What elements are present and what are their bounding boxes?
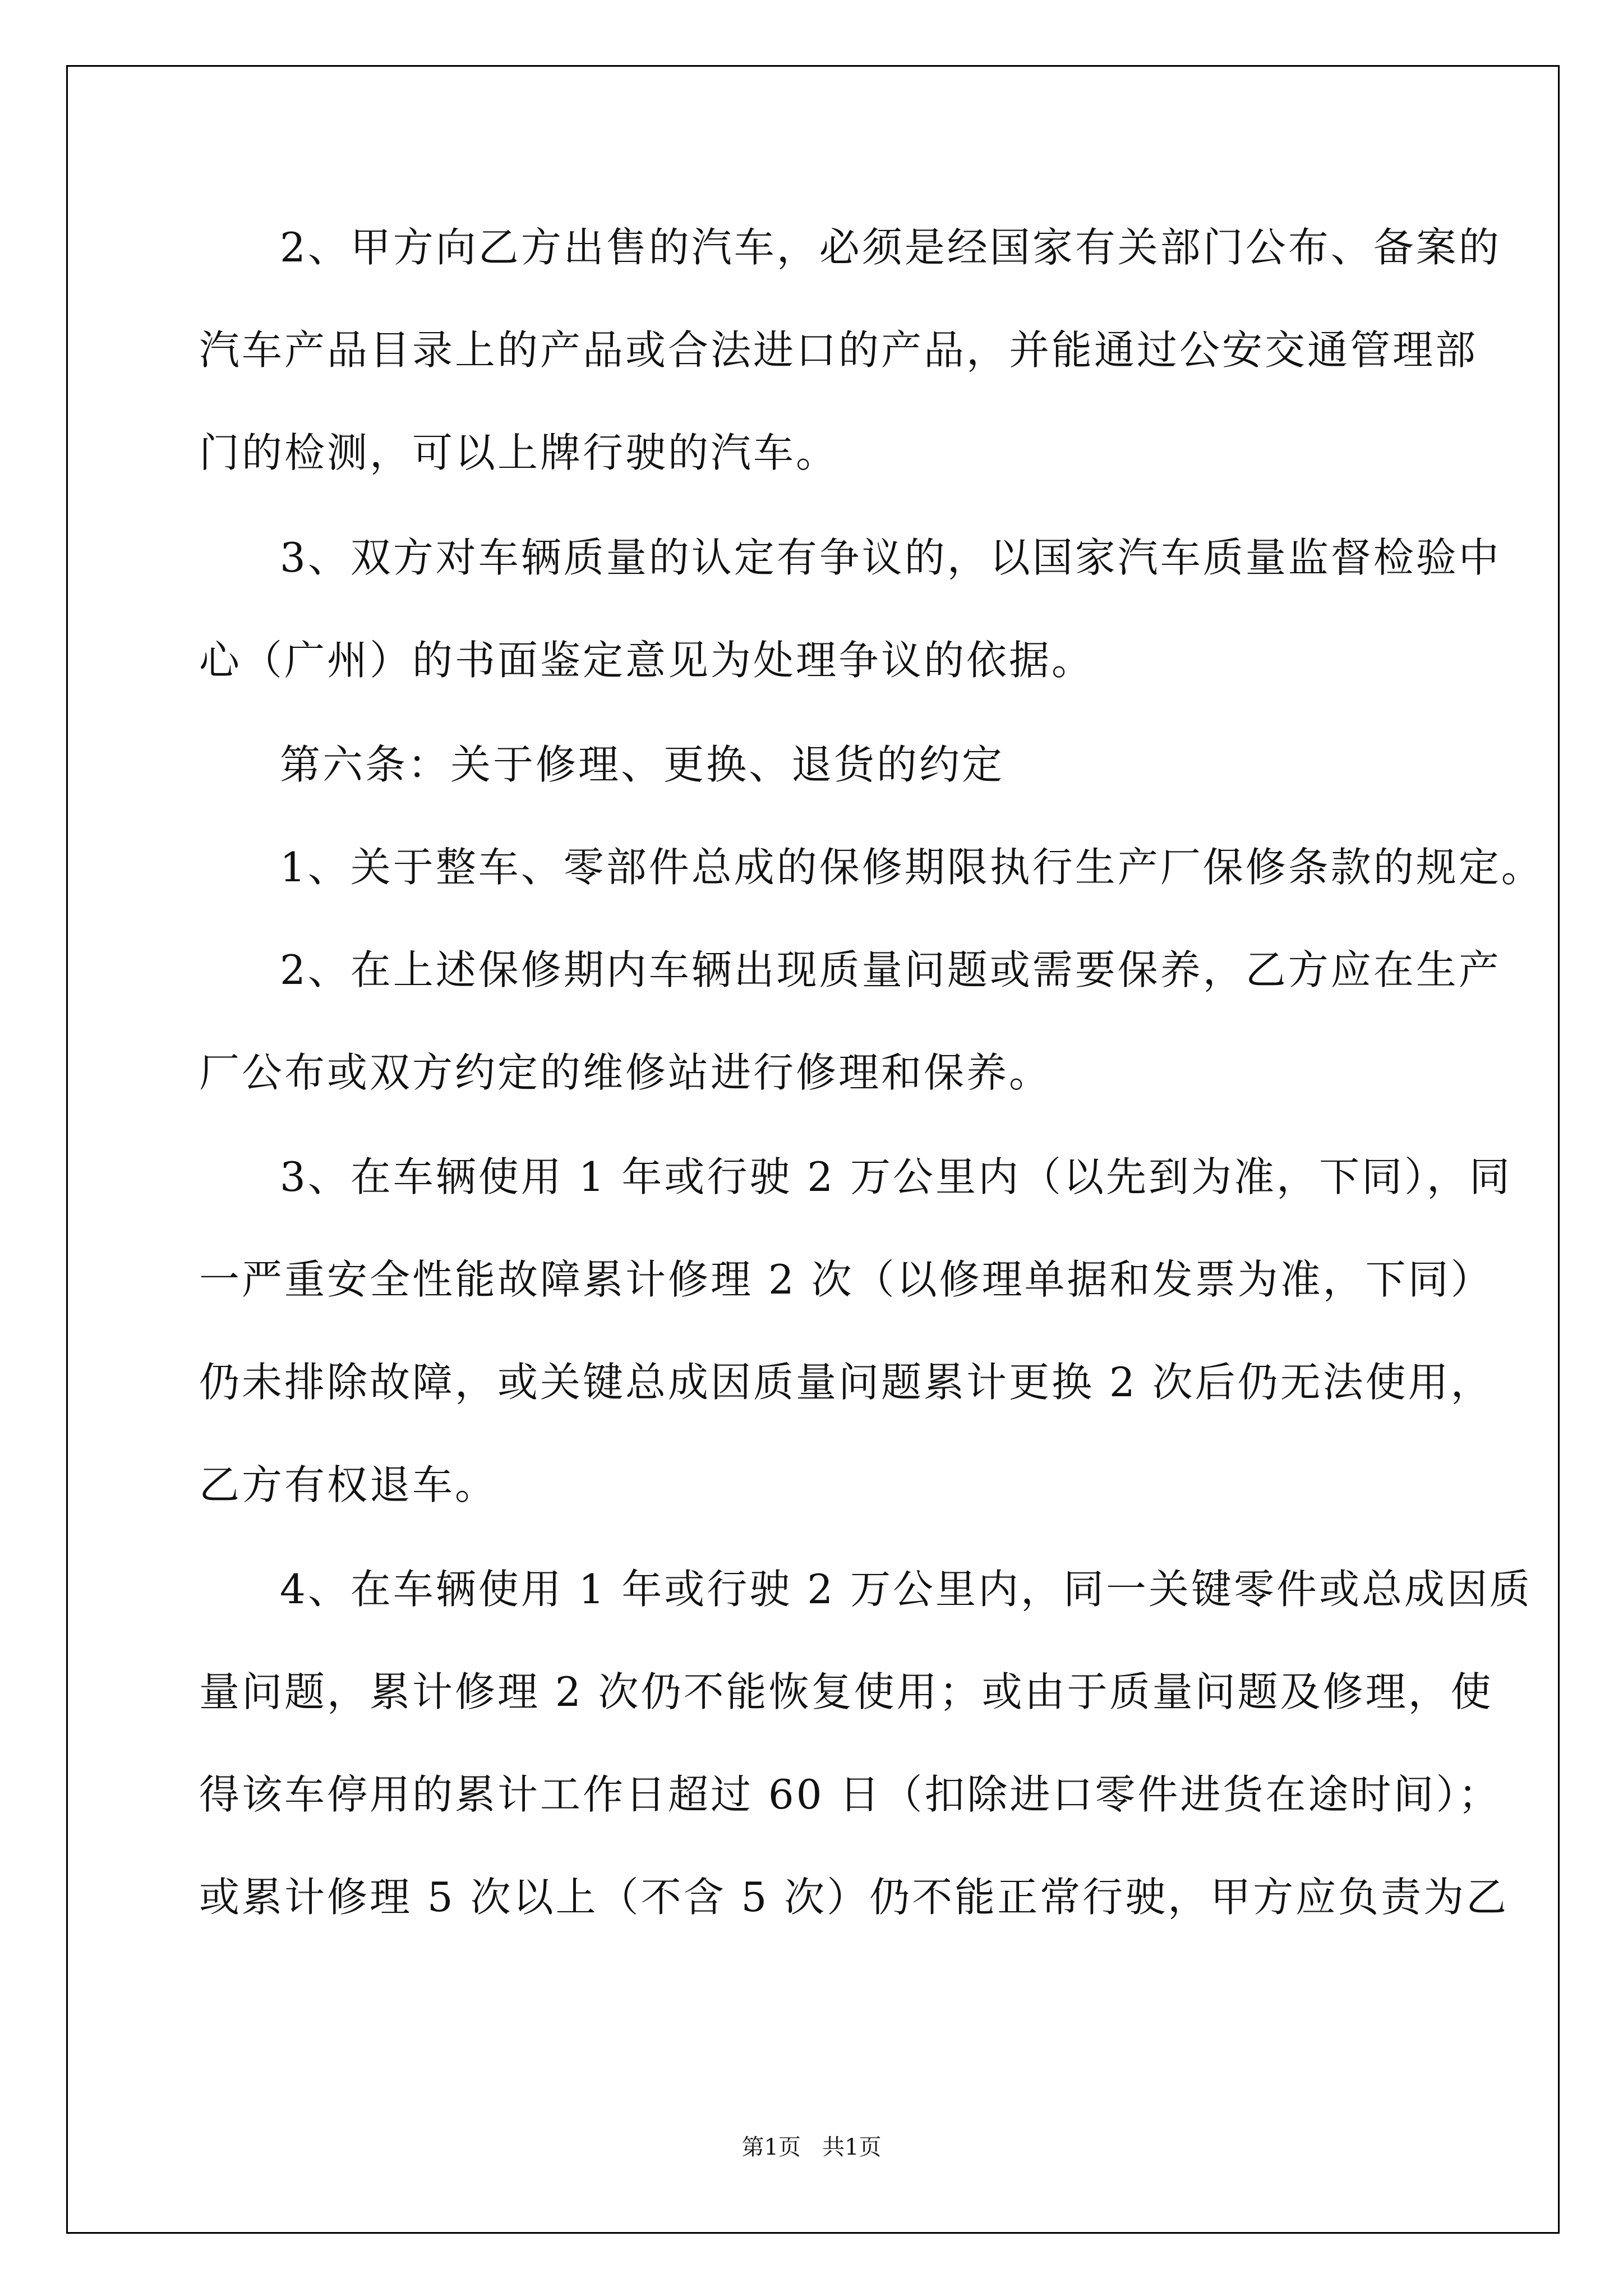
paragraph-line: 仍未排除故障，或关键总成因质量问题累计更换 2 次后仍无法使用，: [199, 1359, 1493, 1406]
paragraph-line: 汽车产品目录上的产品或合法进口的产品，并能通过公安交通管理部: [199, 326, 1478, 374]
paragraph-line: 心（广州）的书面鉴定意见为处理争议的依据。: [199, 637, 1095, 684]
paragraph-line: 1、关于整车、零部件总成的保修期限执行生产厂保修条款的规定。: [280, 844, 1544, 891]
paragraph-line: 量问题，累计修理 2 次仍不能恢复使用；或由于质量问题及修理，使: [199, 1668, 1493, 1715]
paragraph-line: 3、在车辆使用 1 年或行驶 2 万公里内（以先到为准，下同），同: [280, 1153, 1512, 1200]
paragraph-line: 乙方有权退车。: [199, 1461, 498, 1508]
paragraph-line: 2、甲方向乙方出售的汽车，必须是经国家有关部门公布、备案的: [280, 224, 1501, 271]
paragraph-line: 一严重安全性能故障累计修理 2 次（以修理单据和发票为准，下同）: [199, 1256, 1493, 1303]
page-footer: 第1页 共1页: [741, 2134, 882, 2160]
section-heading: 第六条：关于修理、更换、退货的约定: [280, 741, 1005, 788]
paragraph-line: 或累计修理 5 次以上（不含 5 次）仍不能正常行驶，甲方应负责为乙: [199, 1874, 1509, 1921]
paragraph-line: 3、双方对车辆质量的认定有争议的，以国家汽车质量监督检验中: [280, 534, 1501, 581]
paragraph-line: 4、在车辆使用 1 年或行驶 2 万公里内，同一关键零件或总成因质: [280, 1566, 1532, 1613]
paragraph-line: 厂公布或双方约定的维修站进行修理和保养。: [199, 1049, 1052, 1096]
paragraph-line: 门的检测，可以上牌行驶的汽车。: [199, 429, 839, 476]
paragraph-line: 得该车停用的累计工作日超过 60 日（扣除进口零件进货在途时间）；: [199, 1771, 1501, 1818]
paragraph-line: 2、在上述保修期内车辆出现质量问题或需要保养，乙方应在生产: [280, 946, 1501, 993]
